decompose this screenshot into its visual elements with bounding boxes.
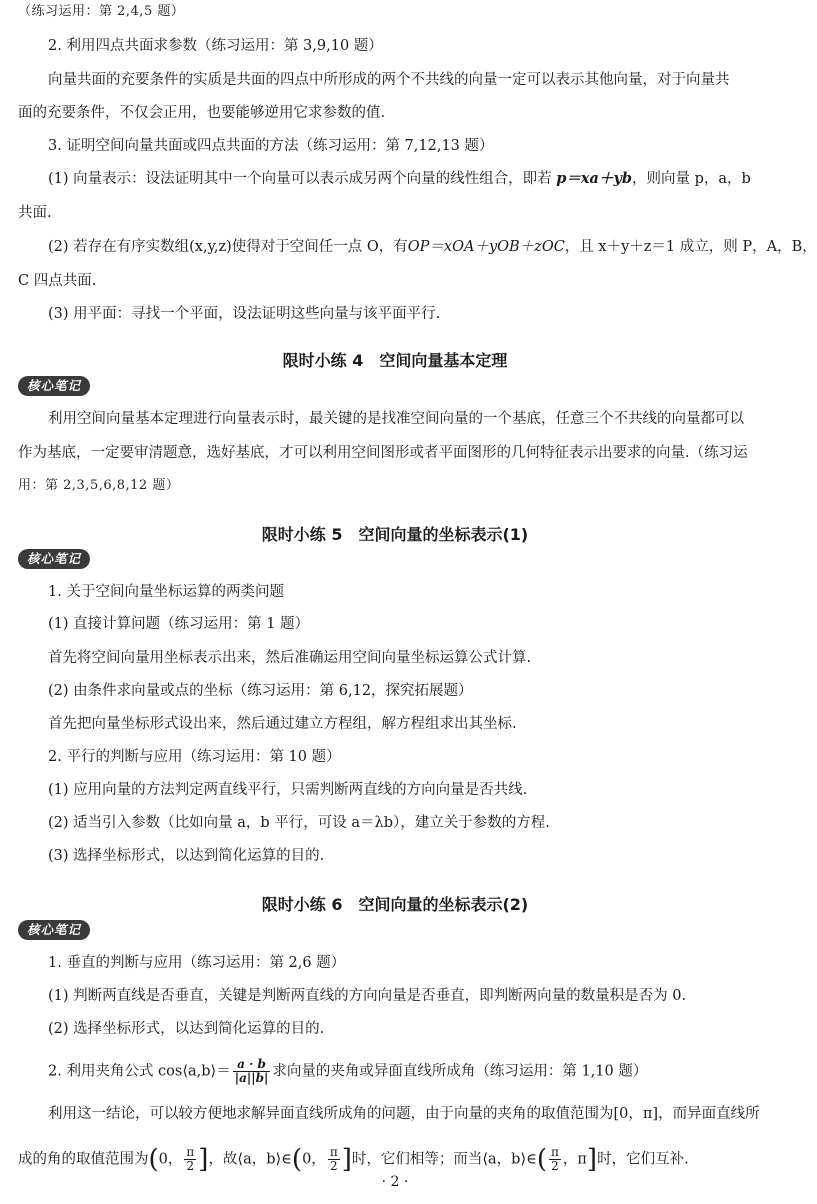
text-line: (1) 直接计算问题（练习运用：第 1 题） bbox=[48, 616, 310, 632]
text-span: 2. 利用夹角公式 cos⟨a,b⟩＝ bbox=[48, 1063, 231, 1080]
core-notes-badge: 核心笔记 bbox=[18, 376, 90, 396]
text-line: 作为基底，一定要审清题意，选好基底，才可以利用空间图形或者平面图形的几何特征表示出要求的向量.（练习运 bbox=[18, 445, 748, 461]
fraction bbox=[549, 1146, 561, 1173]
fraction-numerator: π bbox=[551, 1145, 559, 1159]
text-span: 时，它们互补. bbox=[597, 1151, 689, 1168]
text-line bbox=[18, 1146, 689, 1173]
close-bracket: ] bbox=[198, 1144, 209, 1175]
close-bracket: ] bbox=[341, 1144, 352, 1175]
text-span: 求向量的夹角或异面直线所成角（练习运用：第 1,10 题） bbox=[272, 1063, 648, 1080]
fraction bbox=[328, 1146, 340, 1173]
text-line: 用：第 2,3,5,6,8,12 题） bbox=[18, 478, 180, 493]
text-line: 2. 利用四点共面求参数（练习运用：第 3,9,10 题） bbox=[48, 38, 383, 54]
text-span: ，且 x＋y＋z＝1 成立，则 P，A，B， bbox=[564, 239, 817, 255]
core-notes-badge: 核心笔记 bbox=[18, 549, 90, 569]
close-bracket: ] bbox=[586, 1144, 598, 1175]
text-line: 面的充要条件，不仅会正用，也要能够逆用它求参数的值. bbox=[18, 105, 386, 121]
open-paren: ( bbox=[148, 1144, 159, 1175]
text-span: ，故⟨a，b⟩∈ bbox=[208, 1151, 292, 1168]
text-span: ，π bbox=[562, 1151, 587, 1168]
fraction-numerator: a · b bbox=[233, 1058, 271, 1072]
text-line: (2) 选择坐标形式，以达到简化运算的目的. bbox=[48, 1021, 325, 1037]
section-heading: 限时小练 6 空间向量的坐标表示(2) bbox=[261, 895, 529, 914]
core-notes-badge: 核心笔记 bbox=[18, 920, 90, 940]
text-line: (1) 应用向量的方法判定两直线平行，只需判断两直线的方向向量是否共线. bbox=[48, 782, 528, 798]
text-line bbox=[48, 169, 751, 189]
fraction-numerator: π bbox=[329, 1145, 338, 1159]
page-number: · 2 · bbox=[381, 1174, 409, 1190]
text-line: 3. 证明空间向量共面或四点共面的方法（练习运用：第 7,12,13 题） bbox=[48, 138, 494, 154]
text-line: (3) 用平面：寻找一个平面，设法证明这些向量与该平面平行. bbox=[48, 306, 441, 322]
text-line: C 四点共面. bbox=[18, 273, 97, 289]
fraction-denominator: 2 bbox=[186, 1159, 195, 1173]
text-line: 利用空间向量基本定理进行向量表示时，最关键的是找准空间向量的一个基底，任意三个不共线的向量都可以 bbox=[48, 411, 744, 427]
text-span: ，则向量 p，a，b bbox=[632, 171, 751, 187]
text-line: 共面. bbox=[18, 205, 52, 221]
text-span: (1) 向量表示：设法证明其中一个向量可以表示成另两个向量的线性组合，即若 bbox=[48, 171, 552, 187]
text-line: 2. 平行的判断与应用（练习运用：第 10 题） bbox=[48, 749, 341, 765]
fraction bbox=[233, 1058, 271, 1085]
text-line: 向量共面的充要条件的实质是共面的四点中所形成的两个不共线的向量一定可以表示其他向量，对于向量共 bbox=[48, 72, 730, 88]
formula-span: p＝xa＋yb bbox=[556, 170, 633, 187]
fraction-numerator: π bbox=[186, 1145, 195, 1159]
section-heading: 限时小练 4 空间向量基本定理 bbox=[282, 351, 508, 370]
text-line: 利用这一结论，可以较方便地求解异面直线所成角的问题，由于向量的夹角的取值范围为[0，π]，而异面直线所 bbox=[48, 1106, 760, 1122]
text-line bbox=[48, 1058, 647, 1085]
fraction-denominator: 2 bbox=[329, 1159, 338, 1173]
text-line: 1. 关于空间向量坐标运算的两类问题 bbox=[48, 584, 284, 600]
fraction-denominator: 2 bbox=[551, 1159, 559, 1173]
text-line: (2) 由条件求向量或点的坐标（练习运用：第 6,12，探究拓展题） bbox=[48, 683, 473, 699]
section-heading: 限时小练 5 空间向量的坐标表示(1) bbox=[261, 525, 529, 544]
text-line: 1. 垂直的判断与应用（练习运用：第 2,6 题） bbox=[48, 955, 346, 971]
text-line: 首先将空间向量用坐标表示出来，然后准确运用空间向量坐标运算公式计算. bbox=[48, 650, 532, 666]
text-line: （练习运用：第 2,4,5 题） bbox=[18, 4, 185, 19]
open-paren: ( bbox=[291, 1144, 303, 1175]
text-line: 首先把向量坐标形式设出来，然后通过建立方程组，解方程组求出其坐标. bbox=[48, 716, 517, 732]
vector-formula: OP＝xOA＋yOB＋zOC bbox=[407, 239, 565, 255]
text-line: (2) 适当引入参数（比如向量 a，b 平行，可设 a＝λb），建立关于参数的方程. bbox=[48, 815, 550, 831]
text-line: (3) 选择坐标形式，以达到简化运算的目的. bbox=[48, 848, 325, 864]
fraction-denominator: |a||b| bbox=[234, 1071, 269, 1085]
text-span: 0， bbox=[302, 1151, 326, 1168]
text-span: 时，它们相等；而当⟨a，b⟩∈ bbox=[351, 1151, 537, 1168]
text-span: (2) 若存在有序实数组(x,y,z)使得对于空间任一点 O，有 bbox=[48, 239, 408, 255]
open-paren: ( bbox=[536, 1144, 547, 1175]
fraction bbox=[184, 1146, 196, 1173]
text-line bbox=[48, 237, 817, 257]
text-span: 成的角的取值范围为 bbox=[18, 1151, 149, 1168]
text-span: 0， bbox=[158, 1151, 183, 1168]
text-line: (1) 判断两直线是否垂直，关键是判断两直线的方向向量是否垂直，即判断两向量的数量积是否为 0. bbox=[48, 988, 687, 1004]
